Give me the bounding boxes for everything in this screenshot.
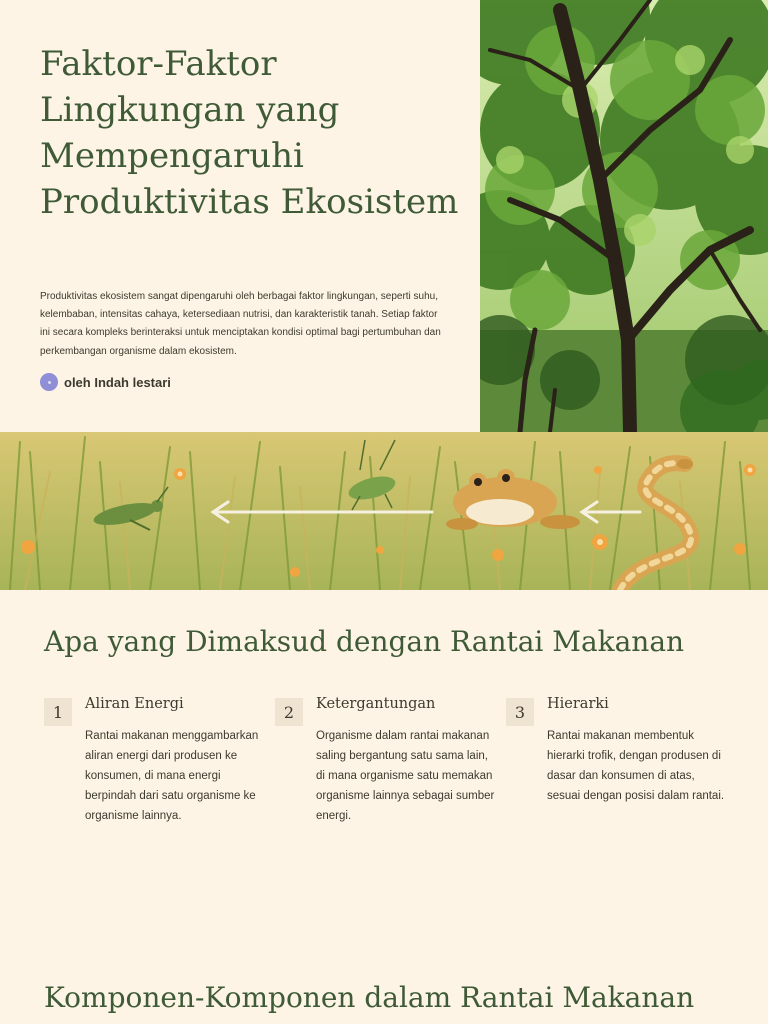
food-chain-banner-image	[0, 432, 768, 590]
point-text: Organisme dalam rantai makanan saling bergantung satu sama lain, di mana organisme satu memakan organisme lainnya sebagai sumber energi.	[316, 730, 495, 822]
forest-canopy-image	[480, 0, 768, 432]
point-number: 3	[506, 698, 534, 726]
section-title-food-chain: Apa yang Dimaksud dengan Rantai Makanan	[44, 625, 685, 658]
hero-description: Produktivitas ekosistem sangat dipengaruhi oleh berbagai faktor lingkungan, seperti suhu, kelembaban, intensitas cahaya, ketersediaan nutrisi, dan karakteristik tanah. Setiap faktor ini secara kompleks berinteraksi untuk menciptakan kondisi optimal bagi pertumbuhan dan perkembangan organisme dalam ekosistem.	[40, 291, 441, 357]
author-name: oleh Indah lestari	[64, 374, 171, 390]
page-title: Faktor-Faktor Lingkungan yang Mempengaruhi Produktivitas Ekosistem	[40, 44, 459, 222]
food-chain-points	[44, 696, 734, 846]
point-number: 1	[44, 698, 72, 726]
point-text: Rantai makanan menggambarkan aliran energi dari produsen ke konsumen, di mana energi berpindah dari satu organisme ke organisme lainnya.	[85, 730, 259, 822]
section-title-components: Komponen-Komponen dalam Rantai Makanan	[44, 981, 695, 1014]
author-byline	[40, 373, 171, 391]
avatar-icon	[40, 373, 58, 391]
hero-section	[0, 0, 768, 432]
point-text: Rantai makanan membentuk hierarki trofik, dengan produsen di dasar dan konsumen di atas, sesuai dengan posisi dalam rantai.	[547, 730, 725, 802]
hero-text-panel	[0, 0, 480, 432]
point-number: 2	[275, 698, 303, 726]
point-title: Hierarki	[547, 696, 609, 712]
point-title: Aliran Energi	[85, 696, 184, 712]
point-title: Ketergantungan	[316, 696, 436, 712]
